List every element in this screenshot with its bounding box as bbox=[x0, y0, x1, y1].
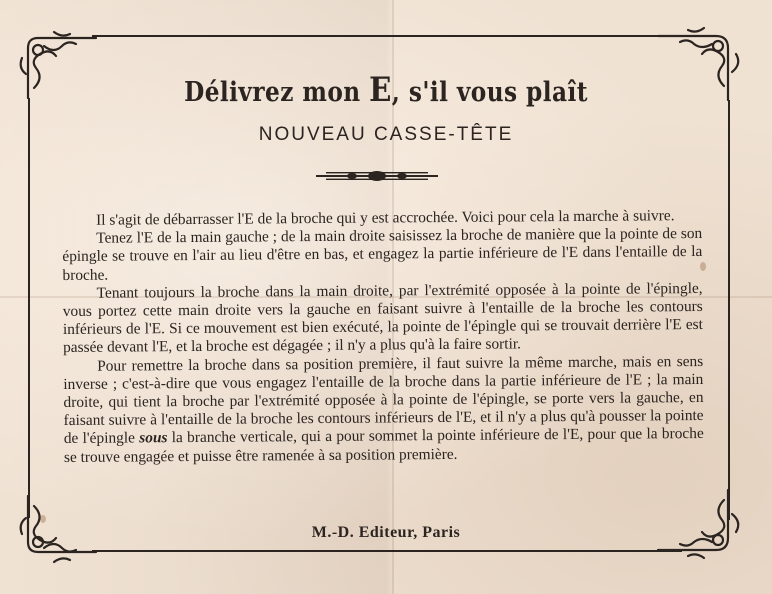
title-letter-e: E bbox=[369, 70, 392, 110]
emphasis-word: sous bbox=[139, 429, 168, 447]
paragraph-text: Tenant toujours la broche dans la main droite, par l'extrémité opposée à la pointe de l'épingle, vous portez cette main droite vers la gauche en faisant suivre à l'entaille de la broche les contours inférieurs de l'E. Si ce mouvement est bien exécuté, la pointe de l'épingle qui se trouvait derrière l'E est passée devant l'E, et la broche est dégagée ; il n'y a plus qu'à la faire sortir. bbox=[62, 279, 703, 357]
frame-bottom-line bbox=[92, 550, 682, 552]
paragraph-text-end: la branche verticale, qui a pour sommet la pointe inférieure de l'E, pour que la broche se trouve engagée et puisse être ramenée à sa position première. bbox=[63, 425, 704, 466]
publisher-signature: M.-D. Editeur, Paris bbox=[311, 524, 461, 541]
ornamental-divider bbox=[312, 168, 442, 184]
instructions-body bbox=[62, 207, 704, 467]
paragraph-text: Il s'agit de débarrasser l'E de la broche qui y est accrochée. Voici pour cela la marche à suivre. bbox=[95, 207, 675, 229]
document-title bbox=[54, 70, 718, 110]
frame-left-line bbox=[28, 98, 30, 518]
paragraph bbox=[63, 353, 704, 467]
paragraph-text-start: Pour remettre la broche dans sa position première, il faut suivre la même marche, mais en sens inverse ; c'est-à-dire que vous engagez l'entaille de la broche dans la partie inférieure de l'E ; la main droite, qui tient la broche par l'extrémité opposée à la pointe de l'épingle, se porte vers la gauche, en faisant suivre à l'entaille de la broche les contours inférieurs de l'E, et il n'y a plus qu'à pousser la pointe de l'épingle bbox=[63, 352, 704, 448]
frame-right-line bbox=[728, 100, 730, 520]
document-subtitle: NOUVEAU CASSE-TÊTE bbox=[258, 124, 514, 145]
paragraph bbox=[62, 225, 702, 285]
paragraph bbox=[63, 280, 704, 358]
paragraph-text: Tenez l'E de la main gauche ; de la main droite saisissez la broche de manière que la pointe de son épingle se trouve en l'air au lieu d'être en bas, et engagez la partie inférieure de l'E dans l'entaille de la broche. bbox=[62, 225, 703, 284]
title-part-1: Délivrez mon bbox=[184, 77, 370, 108]
corner-ornament-bottom-right bbox=[652, 480, 744, 566]
frame-top-line bbox=[92, 35, 682, 37]
title-part-2: , s'il vous plaît bbox=[391, 77, 588, 108]
